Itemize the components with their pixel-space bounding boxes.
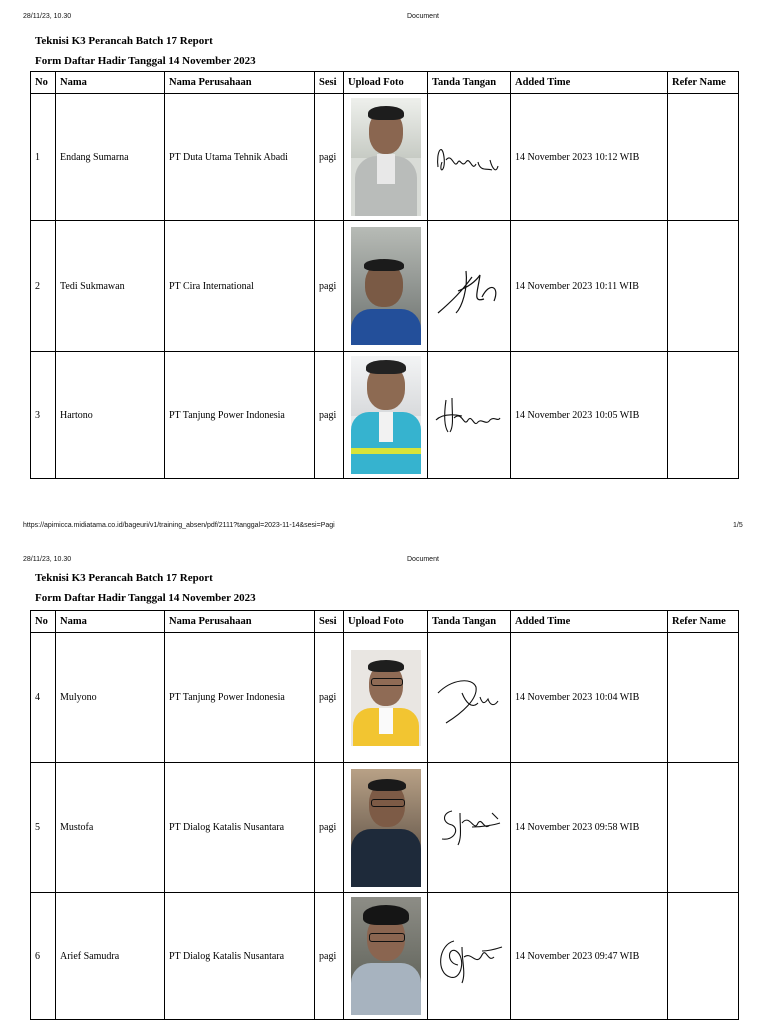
print-doc-title: Document	[407, 13, 439, 20]
cell-sesi: pagi	[315, 893, 344, 1020]
signature-image	[432, 783, 506, 873]
report-title: Teknisi K3 Perancah Batch 17 Report	[35, 35, 213, 47]
cell-sesi: pagi	[315, 763, 344, 893]
col-no: No	[31, 611, 56, 633]
attendee-photo[interactable]	[351, 769, 421, 887]
table-row	[31, 633, 739, 763]
cell-no: 1	[31, 94, 56, 221]
cell-refer	[668, 893, 739, 1020]
print-url: https://apimicca.midiatama.co.id/bageuri/v1/training_absen/pdf/2111?tanggal=2023-11-14&sesi=Pagi	[23, 522, 335, 529]
signature-image	[432, 112, 506, 202]
col-added: Added Time	[511, 611, 668, 633]
cell-ttd	[428, 763, 511, 893]
cell-nama: Hartono	[56, 352, 165, 479]
table-row	[31, 221, 739, 352]
col-no: No	[31, 72, 56, 94]
col-sesi: Sesi	[315, 611, 344, 633]
col-nama: Nama	[56, 72, 165, 94]
cell-perusahaan: PT Duta Utama Tehnik Abadi	[165, 94, 315, 221]
cell-nama: Arief Samudra	[56, 893, 165, 1020]
cell-ttd	[428, 221, 511, 352]
attendee-photo[interactable]	[351, 897, 421, 1015]
cell-ttd	[428, 633, 511, 763]
signature-image	[432, 370, 506, 460]
col-nama: Nama	[56, 611, 165, 633]
attendance-table	[30, 71, 739, 479]
signature-image	[432, 653, 506, 743]
attendee-photo[interactable]	[351, 356, 421, 474]
col-ttd: Tanda Tangan	[428, 72, 511, 94]
cell-foto	[344, 763, 428, 893]
print-doc-title: Document	[407, 556, 439, 563]
cell-nama: Mulyono	[56, 633, 165, 763]
report-subtitle: Form Daftar Hadir Tanggal 14 November 2023	[35, 592, 256, 604]
cell-sesi: pagi	[315, 352, 344, 479]
cell-refer	[668, 352, 739, 479]
cell-added: 14 November 2023 10:12 WIB	[511, 94, 668, 221]
cell-refer	[668, 94, 739, 221]
signature-image	[432, 911, 506, 1001]
cell-added: 14 November 2023 09:47 WIB	[511, 893, 668, 1020]
cell-no: 4	[31, 633, 56, 763]
cell-perusahaan: PT Cira International	[165, 221, 315, 352]
cell-perusahaan: PT Dialog Katalis Nusantara	[165, 893, 315, 1020]
cell-added: 14 November 2023 10:11 WIB	[511, 221, 668, 352]
col-perusahaan: Nama Perusahaan	[165, 72, 315, 94]
report-page-2	[0, 540, 768, 1024]
print-datetime: 28/11/23, 10.30	[23, 556, 72, 563]
cell-refer	[668, 221, 739, 352]
print-page-number: 1/5	[733, 522, 743, 529]
table-row	[31, 352, 739, 479]
cell-added: 14 November 2023 10:05 WIB	[511, 352, 668, 479]
cell-refer	[668, 763, 739, 893]
table-row	[31, 94, 739, 221]
cell-foto	[344, 352, 428, 479]
attendee-photo[interactable]	[351, 227, 421, 345]
cell-ttd	[428, 352, 511, 479]
cell-perusahaan: PT Dialog Katalis Nusantara	[165, 763, 315, 893]
cell-nama: Mustofa	[56, 763, 165, 893]
table-header-row	[31, 72, 739, 94]
table-row	[31, 893, 739, 1020]
cell-nama: Tedi Sukmawan	[56, 221, 165, 352]
cell-foto	[344, 633, 428, 763]
report-subtitle: Form Daftar Hadir Tanggal 14 November 2023	[35, 55, 256, 67]
cell-ttd	[428, 94, 511, 221]
attendance-table	[30, 610, 739, 1020]
col-refer: Refer Name	[668, 611, 739, 633]
cell-foto	[344, 94, 428, 221]
col-foto: Upload Foto	[344, 72, 428, 94]
col-sesi: Sesi	[315, 72, 344, 94]
cell-foto	[344, 221, 428, 352]
cell-perusahaan: PT Tanjung Power Indonesia	[165, 633, 315, 763]
cell-sesi: pagi	[315, 221, 344, 352]
cell-ttd	[428, 893, 511, 1020]
report-title: Teknisi K3 Perancah Batch 17 Report	[35, 572, 213, 584]
cell-no: 2	[31, 221, 56, 352]
cell-perusahaan: PT Tanjung Power Indonesia	[165, 352, 315, 479]
cell-no: 3	[31, 352, 56, 479]
attendee-photo[interactable]	[351, 650, 421, 746]
col-ttd: Tanda Tangan	[428, 611, 511, 633]
cell-no: 5	[31, 763, 56, 893]
col-refer: Refer Name	[668, 72, 739, 94]
col-added: Added Time	[511, 72, 668, 94]
cell-sesi: pagi	[315, 633, 344, 763]
table-row	[31, 763, 739, 893]
col-perusahaan: Nama Perusahaan	[165, 611, 315, 633]
cell-refer	[668, 633, 739, 763]
print-datetime: 28/11/23, 10.30	[23, 13, 72, 20]
cell-sesi: pagi	[315, 94, 344, 221]
col-foto: Upload Foto	[344, 611, 428, 633]
cell-nama: Endang Sumarna	[56, 94, 165, 221]
cell-added: 14 November 2023 10:04 WIB	[511, 633, 668, 763]
signature-image	[432, 241, 506, 331]
cell-foto	[344, 893, 428, 1020]
attendee-photo[interactable]	[351, 98, 421, 216]
cell-no: 6	[31, 893, 56, 1020]
table-header-row	[31, 611, 739, 633]
cell-added: 14 November 2023 09:58 WIB	[511, 763, 668, 893]
